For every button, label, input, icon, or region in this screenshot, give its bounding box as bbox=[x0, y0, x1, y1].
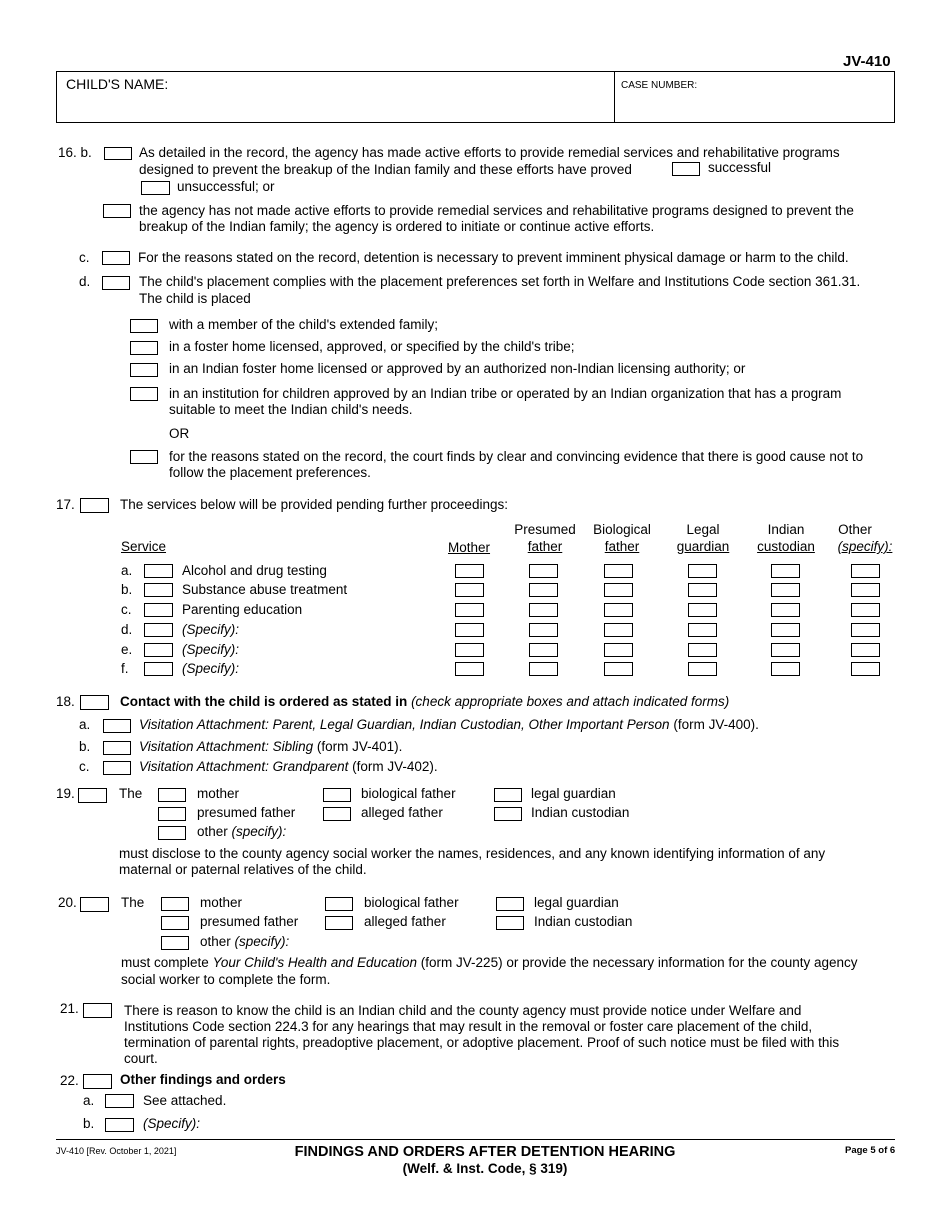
item-19-text2: maternal or paternal relatives of the child. bbox=[119, 862, 367, 877]
item-22a-checkbox[interactable] bbox=[105, 1094, 134, 1108]
service-row-letter: e. bbox=[121, 642, 133, 657]
item-20-indian-label: Indian custodian bbox=[534, 914, 633, 929]
service-other-checkbox[interactable] bbox=[851, 564, 880, 578]
item-17-checkbox[interactable] bbox=[80, 498, 109, 513]
service-presumed-father-checkbox[interactable] bbox=[529, 643, 558, 657]
item-16c-checkbox[interactable] bbox=[102, 251, 130, 265]
item-16b1-line1: As detailed in the record, the agency has made active efforts to provide remedial services and rehabilitative programs bbox=[139, 145, 840, 160]
item-20-legal-checkbox[interactable] bbox=[496, 897, 524, 911]
item-20-indian-checkbox[interactable] bbox=[496, 916, 524, 930]
item-19-text1: must disclose to the county agency social worker the names, residences, and any known identifying information of any bbox=[119, 846, 826, 861]
col-other-2: (specify): bbox=[837, 539, 893, 554]
item-19-mother-checkbox[interactable] bbox=[158, 788, 186, 802]
item-16d-checkbox[interactable] bbox=[102, 276, 130, 290]
service-indian-custodian-checkbox[interactable] bbox=[771, 603, 800, 617]
item-20-checkbox[interactable] bbox=[80, 897, 109, 912]
service-mother-checkbox[interactable] bbox=[455, 643, 484, 657]
item-19-indian-label: Indian custodian bbox=[531, 805, 630, 820]
item-18-bold: Contact with the child is ordered as stated in bbox=[120, 694, 408, 709]
service-row-letter: d. bbox=[121, 622, 133, 637]
unsuccessful-checkbox[interactable] bbox=[141, 181, 170, 195]
service-row-checkbox[interactable] bbox=[144, 623, 173, 637]
service-presumed-father-checkbox[interactable] bbox=[529, 583, 558, 597]
service-row-label: (Specify): bbox=[182, 622, 240, 637]
item-18c-italic: Visitation Attachment: Grandparent bbox=[139, 759, 349, 774]
item-20-number: 20. bbox=[58, 895, 77, 910]
service-other-checkbox[interactable] bbox=[851, 623, 880, 637]
item-19-presumed-checkbox[interactable] bbox=[158, 807, 186, 821]
service-presumed-father-checkbox[interactable] bbox=[529, 564, 558, 578]
unsuccessful-label: unsuccessful; or bbox=[177, 179, 275, 194]
service-row-checkbox[interactable] bbox=[144, 603, 173, 617]
item-20-other: other bbox=[200, 934, 231, 949]
service-row-label: Substance abuse treatment bbox=[182, 582, 348, 597]
item-18-italic: (check appropriate boxes and attach indicated forms) bbox=[411, 694, 730, 709]
service-mother-checkbox[interactable] bbox=[455, 564, 484, 578]
item-19-bio-checkbox[interactable] bbox=[323, 788, 351, 802]
footer-rule bbox=[56, 1139, 895, 1140]
item-20-presumed-label: presumed father bbox=[200, 914, 299, 929]
item-20-text1b: (form JV-225) or provide the necessary information for the county agency bbox=[420, 955, 858, 970]
item-19-the: The bbox=[119, 786, 143, 801]
service-biological-father-checkbox[interactable] bbox=[604, 623, 633, 637]
item-19-other-label bbox=[197, 824, 286, 840]
item-16c-text: For the reasons stated on the record, detention is necessary to prevent imminent physical damage or harm to the child. bbox=[138, 250, 849, 265]
service-indian-custodian-checkbox[interactable] bbox=[771, 662, 800, 676]
item-22b-letter: b. bbox=[83, 1116, 95, 1131]
item-20-text1a: must complete bbox=[121, 955, 209, 970]
item-19-legal-label: legal guardian bbox=[531, 786, 616, 801]
service-other-checkbox[interactable] bbox=[851, 643, 880, 657]
service-row-letter: b. bbox=[121, 582, 133, 597]
item-20-specify: (specify): bbox=[234, 934, 290, 949]
service-presumed-father-checkbox[interactable] bbox=[529, 623, 558, 637]
item-19-presumed-label: presumed father bbox=[197, 805, 296, 820]
item-18b-text bbox=[139, 739, 402, 755]
service-row-label: Parenting education bbox=[182, 602, 303, 617]
item-19-other-checkbox[interactable] bbox=[158, 826, 186, 840]
service-biological-father-checkbox[interactable] bbox=[604, 603, 633, 617]
item-18-text bbox=[120, 694, 729, 710]
service-presumed-father-checkbox[interactable] bbox=[529, 662, 558, 676]
item-20-text1i: Your Child's Health and Education bbox=[212, 955, 418, 970]
child-name-label: CHILD'S NAME: bbox=[66, 76, 169, 92]
item-18a-text bbox=[139, 717, 759, 733]
service-other-checkbox[interactable] bbox=[851, 583, 880, 597]
placement-opt1-label: with a member of the child's extended family; bbox=[169, 317, 438, 332]
item-20-bio-label: biological father bbox=[364, 895, 459, 910]
item-22b-text: (Specify): bbox=[143, 1116, 201, 1131]
col-legal-1: Legal bbox=[686, 522, 720, 537]
item-22-title: Other findings and orders bbox=[120, 1072, 286, 1087]
placement-opt5-line1: for the reasons stated on the record, the court finds by clear and convincing evidence that there is good cause not to bbox=[169, 449, 864, 464]
item-18c-text bbox=[139, 759, 438, 775]
item-22b-checkbox[interactable] bbox=[105, 1118, 134, 1132]
item-21-line2: Institutions Code section 224.3 for any hearings that may result in the removal or foster care placement of the child, bbox=[124, 1019, 813, 1034]
item-19-checkbox[interactable] bbox=[78, 788, 107, 803]
service-legal-guardian-checkbox[interactable] bbox=[688, 623, 717, 637]
item-20-presumed-checkbox[interactable] bbox=[161, 916, 189, 930]
item-19-alleged-checkbox[interactable] bbox=[323, 807, 351, 821]
placement-opt3-label: in an Indian foster home licensed or approved by an authorized non-Indian licensing authority; or bbox=[169, 361, 746, 376]
col-mother: Mother bbox=[448, 540, 491, 555]
service-row-label: (Specify): bbox=[182, 642, 240, 657]
item-16d-line1: The child's placement complies with the placement preferences set forth in Welfare and Institutions Code section 361.31. bbox=[139, 274, 861, 289]
item-20-mother-checkbox[interactable] bbox=[161, 897, 189, 911]
footer-title: FINDINGS AND ORDERS AFTER DETENTION HEARING bbox=[294, 1144, 676, 1160]
service-biological-father-checkbox[interactable] bbox=[604, 643, 633, 657]
successful-checkbox[interactable] bbox=[672, 162, 700, 176]
item-18c-form: (form JV-402). bbox=[352, 759, 438, 774]
col-indian-2: custodian bbox=[757, 539, 815, 554]
or-label: OR bbox=[169, 426, 190, 441]
item-20-alleged-checkbox[interactable] bbox=[325, 916, 353, 930]
item-18a-checkbox[interactable] bbox=[103, 719, 131, 733]
service-legal-guardian-checkbox[interactable] bbox=[688, 662, 717, 676]
service-other-checkbox[interactable] bbox=[851, 662, 880, 676]
item-19-alleged-label: alleged father bbox=[361, 805, 443, 820]
item-21-line1: There is reason to know the child is an Indian child and the county agency must provide notice under Welfare and bbox=[124, 1003, 802, 1018]
item-22-checkbox[interactable] bbox=[83, 1074, 112, 1089]
item-16c-number: c. bbox=[79, 250, 90, 265]
item-22a-letter: a. bbox=[83, 1093, 95, 1108]
item-18a-letter: a. bbox=[79, 717, 91, 732]
footer-subtitle: (Welf. & Inst. Code, § 319) bbox=[402, 1161, 568, 1176]
item-18b-form: (form JV-401). bbox=[316, 739, 403, 754]
item-18b-letter: b. bbox=[79, 739, 91, 754]
item-20-alleged-label: alleged father bbox=[364, 914, 446, 929]
footer-page: Page 5 of 6 bbox=[845, 1145, 896, 1156]
item-19-mother-label: mother bbox=[197, 786, 240, 801]
col-service: Service bbox=[121, 539, 167, 554]
item-20-bio-checkbox[interactable] bbox=[325, 897, 353, 911]
placement-opt4-line1: in an institution for children approved by an Indian tribe or operated by an Indian organization that has a program bbox=[169, 386, 842, 401]
item-18c-checkbox[interactable] bbox=[103, 761, 131, 775]
placement-opt2-label: in a foster home licensed, approved, or specified by the child's tribe; bbox=[169, 339, 575, 354]
service-biological-father-checkbox[interactable] bbox=[604, 662, 633, 676]
service-presumed-father-checkbox[interactable] bbox=[529, 603, 558, 617]
service-row-letter: f. bbox=[121, 661, 129, 676]
service-row-checkbox[interactable] bbox=[144, 564, 173, 578]
service-legal-guardian-checkbox[interactable] bbox=[688, 643, 717, 657]
item-19-other: other bbox=[197, 824, 228, 839]
item-21-checkbox[interactable] bbox=[83, 1003, 112, 1018]
item-20-the: The bbox=[121, 895, 145, 910]
item-18-number: 18. bbox=[56, 694, 75, 709]
service-indian-custodian-checkbox[interactable] bbox=[771, 564, 800, 578]
item-21-line4: court. bbox=[124, 1051, 158, 1066]
col-other-1: Other bbox=[838, 522, 872, 537]
item-16b-number: 16. b. bbox=[58, 145, 92, 160]
col-legal-2: guardian bbox=[676, 539, 730, 554]
header-box bbox=[56, 71, 895, 123]
item-19-specify: (specify): bbox=[231, 824, 287, 839]
col-bio-1: Biological bbox=[593, 522, 651, 537]
service-row-letter: c. bbox=[121, 602, 132, 617]
item-16b2-line2: breakup of the Indian family; the agency is ordered to initiate or continue active efforts. bbox=[139, 219, 655, 234]
placement-opt5-checkbox[interactable] bbox=[130, 450, 158, 464]
service-indian-custodian-checkbox[interactable] bbox=[771, 643, 800, 657]
item-22-number: 22. bbox=[60, 1073, 79, 1088]
placement-opt3-checkbox[interactable] bbox=[130, 363, 158, 377]
item-18b-italic: Visitation Attachment: Sibling bbox=[139, 739, 314, 754]
item-19-bio-label: biological father bbox=[361, 786, 456, 801]
service-legal-guardian-checkbox[interactable] bbox=[688, 583, 717, 597]
service-legal-guardian-checkbox[interactable] bbox=[688, 564, 717, 578]
item-17-text: The services below will be provided pending further proceedings: bbox=[120, 497, 508, 512]
service-mother-checkbox[interactable] bbox=[455, 583, 484, 597]
item-20-text1 bbox=[121, 955, 858, 971]
service-indian-custodian-checkbox[interactable] bbox=[771, 623, 800, 637]
item-18a-italic: Visitation Attachment: Parent, Legal Guardian, Indian Custodian, Other Important Person bbox=[139, 717, 670, 732]
item-20-mother-label: mother bbox=[200, 895, 243, 910]
item-16b2-checkbox[interactable] bbox=[103, 204, 131, 218]
service-row-label: Alcohol and drug testing bbox=[182, 563, 327, 578]
service-row-checkbox[interactable] bbox=[144, 583, 173, 597]
item-16b2-line1: the agency has not made active efforts to provide remedial services and rehabilitative programs designed to prevent the bbox=[139, 203, 854, 218]
col-presumed-2: father bbox=[527, 539, 563, 554]
item-19-number: 19. bbox=[56, 786, 75, 801]
item-21-line3: termination of parental rights, preadoptive placement, or adoptive placement. Proof of such notice must be filed with this bbox=[124, 1035, 840, 1050]
item-16b1-checkbox[interactable] bbox=[104, 147, 132, 160]
item-21-number: 21. bbox=[60, 1001, 79, 1016]
item-20-text2: social worker to complete the form. bbox=[121, 972, 331, 987]
item-17-number: 17. bbox=[56, 497, 75, 512]
item-19-legal-checkbox[interactable] bbox=[494, 788, 522, 802]
service-mother-checkbox[interactable] bbox=[455, 603, 484, 617]
col-bio-2: father bbox=[604, 539, 640, 554]
placement-opt1-checkbox[interactable] bbox=[130, 319, 158, 333]
service-biological-father-checkbox[interactable] bbox=[604, 583, 633, 597]
successful-label: successful bbox=[708, 160, 772, 175]
footer-rev: JV-410 [Rev. October 1, 2021] bbox=[56, 1146, 177, 1156]
service-other-checkbox[interactable] bbox=[851, 603, 880, 617]
item-18c-letter: c. bbox=[79, 759, 90, 774]
placement-opt2-checkbox[interactable] bbox=[130, 341, 158, 355]
service-biological-father-checkbox[interactable] bbox=[604, 564, 633, 578]
service-mother-checkbox[interactable] bbox=[455, 623, 484, 637]
placement-opt5-line2: follow the placement preferences. bbox=[169, 465, 371, 480]
service-legal-guardian-checkbox[interactable] bbox=[688, 603, 717, 617]
service-row-label: (Specify): bbox=[182, 661, 240, 676]
service-row-letter: a. bbox=[121, 563, 133, 578]
form-id: JV-410 bbox=[843, 53, 891, 70]
item-16b1-line2: designed to prevent the breakup of the Indian family and these efforts have proved bbox=[139, 162, 632, 177]
item-18-checkbox[interactable] bbox=[80, 695, 109, 710]
service-row-checkbox[interactable] bbox=[144, 643, 173, 657]
item-16d-line2: The child is placed bbox=[139, 291, 251, 306]
col-presumed-1: Presumed bbox=[514, 522, 576, 537]
placement-opt4-line2: suitable to meet the Indian child's needs. bbox=[169, 402, 413, 417]
item-19-indian-checkbox[interactable] bbox=[494, 807, 522, 821]
item-20-other-checkbox[interactable] bbox=[161, 936, 189, 950]
item-18b-checkbox[interactable] bbox=[103, 741, 131, 755]
service-mother-checkbox[interactable] bbox=[455, 662, 484, 676]
service-row-checkbox[interactable] bbox=[144, 662, 173, 676]
case-number-label: CASE NUMBER: bbox=[621, 80, 698, 91]
col-indian-1: Indian bbox=[767, 522, 805, 537]
item-20-legal-label: legal guardian bbox=[534, 895, 619, 910]
item-20-other-label bbox=[200, 934, 289, 950]
item-16d-number: d. bbox=[79, 274, 91, 289]
service-indian-custodian-checkbox[interactable] bbox=[771, 583, 800, 597]
item-22a-text: See attached. bbox=[143, 1093, 227, 1108]
item-18a-form: (form JV-400). bbox=[673, 717, 759, 732]
placement-opt4-checkbox[interactable] bbox=[130, 387, 158, 401]
header-divider bbox=[614, 71, 615, 123]
